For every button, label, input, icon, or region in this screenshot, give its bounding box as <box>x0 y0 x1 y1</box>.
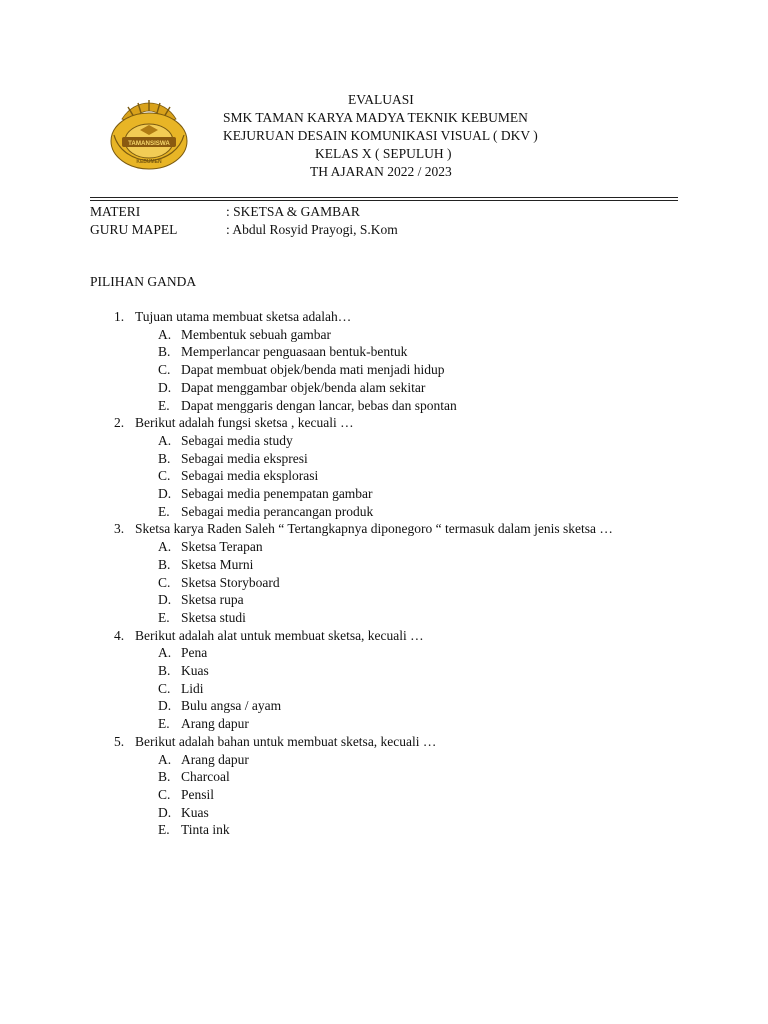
option-text: Arang dapur <box>181 751 249 767</box>
option-text: Sketsa Murni <box>181 556 254 572</box>
question-text: Sketsa karya Raden Saleh “ Tertangkapnya diponegoro “ termasuk dalam jenis sketsa … <box>135 521 613 537</box>
option-letter: C. <box>158 680 171 696</box>
option-text: Sketsa studi <box>181 609 246 625</box>
section-title: PILIHAN GANDA <box>90 274 197 289</box>
option-text: Bulu angsa / ayam <box>181 698 282 714</box>
question-number: 1. <box>114 309 125 324</box>
question-text: Berikut adalah alat untuk membuat sketsa, kecuali … <box>135 627 424 643</box>
option-letter: B. <box>158 556 171 572</box>
option-letter: D. <box>158 592 172 608</box>
option-letter: B. <box>158 769 171 785</box>
question-text: Berikut adalah fungsi sketsa , kecuali … <box>135 415 354 431</box>
option-text: Sebagai media penempatan gambar <box>181 486 373 501</box>
option-letter: C. <box>158 786 171 802</box>
option-text: Memperlancar penguasaan bentuk-bentuk <box>181 344 408 360</box>
info-key: GURU MAPEL <box>90 222 178 237</box>
option-letter: E. <box>158 822 170 838</box>
option-text: Dapat menggambar objek/benda alam sekitar <box>181 379 426 395</box>
option-letter: E. <box>158 397 170 413</box>
option-letter: A. <box>158 645 172 661</box>
option-letter: E. <box>158 716 170 732</box>
option-letter: B. <box>158 663 171 678</box>
header-divider-bottom <box>90 200 678 201</box>
option-text: Charcoal <box>181 769 230 785</box>
option-text: Pena <box>181 645 208 661</box>
option-letter: E. <box>158 503 170 519</box>
option-text: Sebagai media study <box>181 432 293 448</box>
option-letter: C. <box>158 468 171 484</box>
question-number: 2. <box>114 415 125 431</box>
tamansiswa-logo <box>108 97 190 173</box>
option-text: Arang dapur <box>181 716 249 732</box>
header-department: KEJURUAN DESAIN KOMUNIKASI VISUAL ( DKV ) <box>223 128 538 143</box>
header-divider-top <box>90 197 678 198</box>
option-text: Sebagai media perancangan produk <box>181 503 374 519</box>
question-text: Tujuan utama membuat sketsa adalah… <box>135 309 352 324</box>
header-year: TH AJARAN 2022 / 2023 <box>310 164 452 179</box>
option-text: Kuas <box>181 663 209 678</box>
option-text: Sketsa Terapan <box>181 539 263 555</box>
option-letter: D. <box>158 804 172 820</box>
info-key: MATERI <box>90 204 141 219</box>
option-letter: D. <box>158 698 172 714</box>
logo-text: TAMANSISWA <box>128 140 170 147</box>
option-letter: A. <box>158 751 172 767</box>
option-text: Pensil <box>181 786 215 802</box>
option-letter: B. <box>158 344 171 360</box>
question-number: 3. <box>114 521 125 537</box>
option-letter: A. <box>158 432 172 448</box>
option-text: Sebagai media ekspresi <box>181 450 308 466</box>
option-text: Dapat menggaris dengan lancar, bebas dan spontan <box>181 397 457 413</box>
option-letter: B. <box>158 450 171 466</box>
option-text: Sketsa rupa <box>181 592 244 608</box>
option-letter: E. <box>158 609 170 625</box>
option-text: Lidi <box>181 680 204 696</box>
option-letter: A. <box>158 539 172 555</box>
option-text: Membentuk sebuah gambar <box>181 326 331 342</box>
info-value: : SKETSA & GAMBAR <box>226 204 360 219</box>
logo-subtext: KEBUMEN <box>136 159 162 165</box>
question-number: 5. <box>114 733 125 749</box>
option-text: Sketsa Storyboard <box>181 574 280 590</box>
option-letter: D. <box>158 486 172 501</box>
header-school: SMK TAMAN KARYA MADYA TEKNIK KEBUMEN <box>223 110 528 125</box>
option-letter: D. <box>158 379 172 395</box>
option-letter: C. <box>158 362 171 378</box>
question-number: 4. <box>114 627 125 643</box>
option-letter: A. <box>158 326 172 342</box>
option-text: Kuas <box>181 804 209 820</box>
option-text: Tinta ink <box>181 822 230 838</box>
header-title: EVALUASI <box>348 92 414 107</box>
header-class: KELAS X ( SEPULUH ) <box>315 146 452 161</box>
option-text: Dapat membuat objek/benda mati menjadi hidup <box>181 362 445 378</box>
option-text: Sebagai media eksplorasi <box>181 468 319 484</box>
question-text: Berikut adalah bahan untuk membuat sketsa, kecuali … <box>135 733 437 749</box>
info-value: : Abdul Rosyid Prayogi, S.Kom <box>226 222 398 237</box>
option-letter: C. <box>158 574 171 590</box>
